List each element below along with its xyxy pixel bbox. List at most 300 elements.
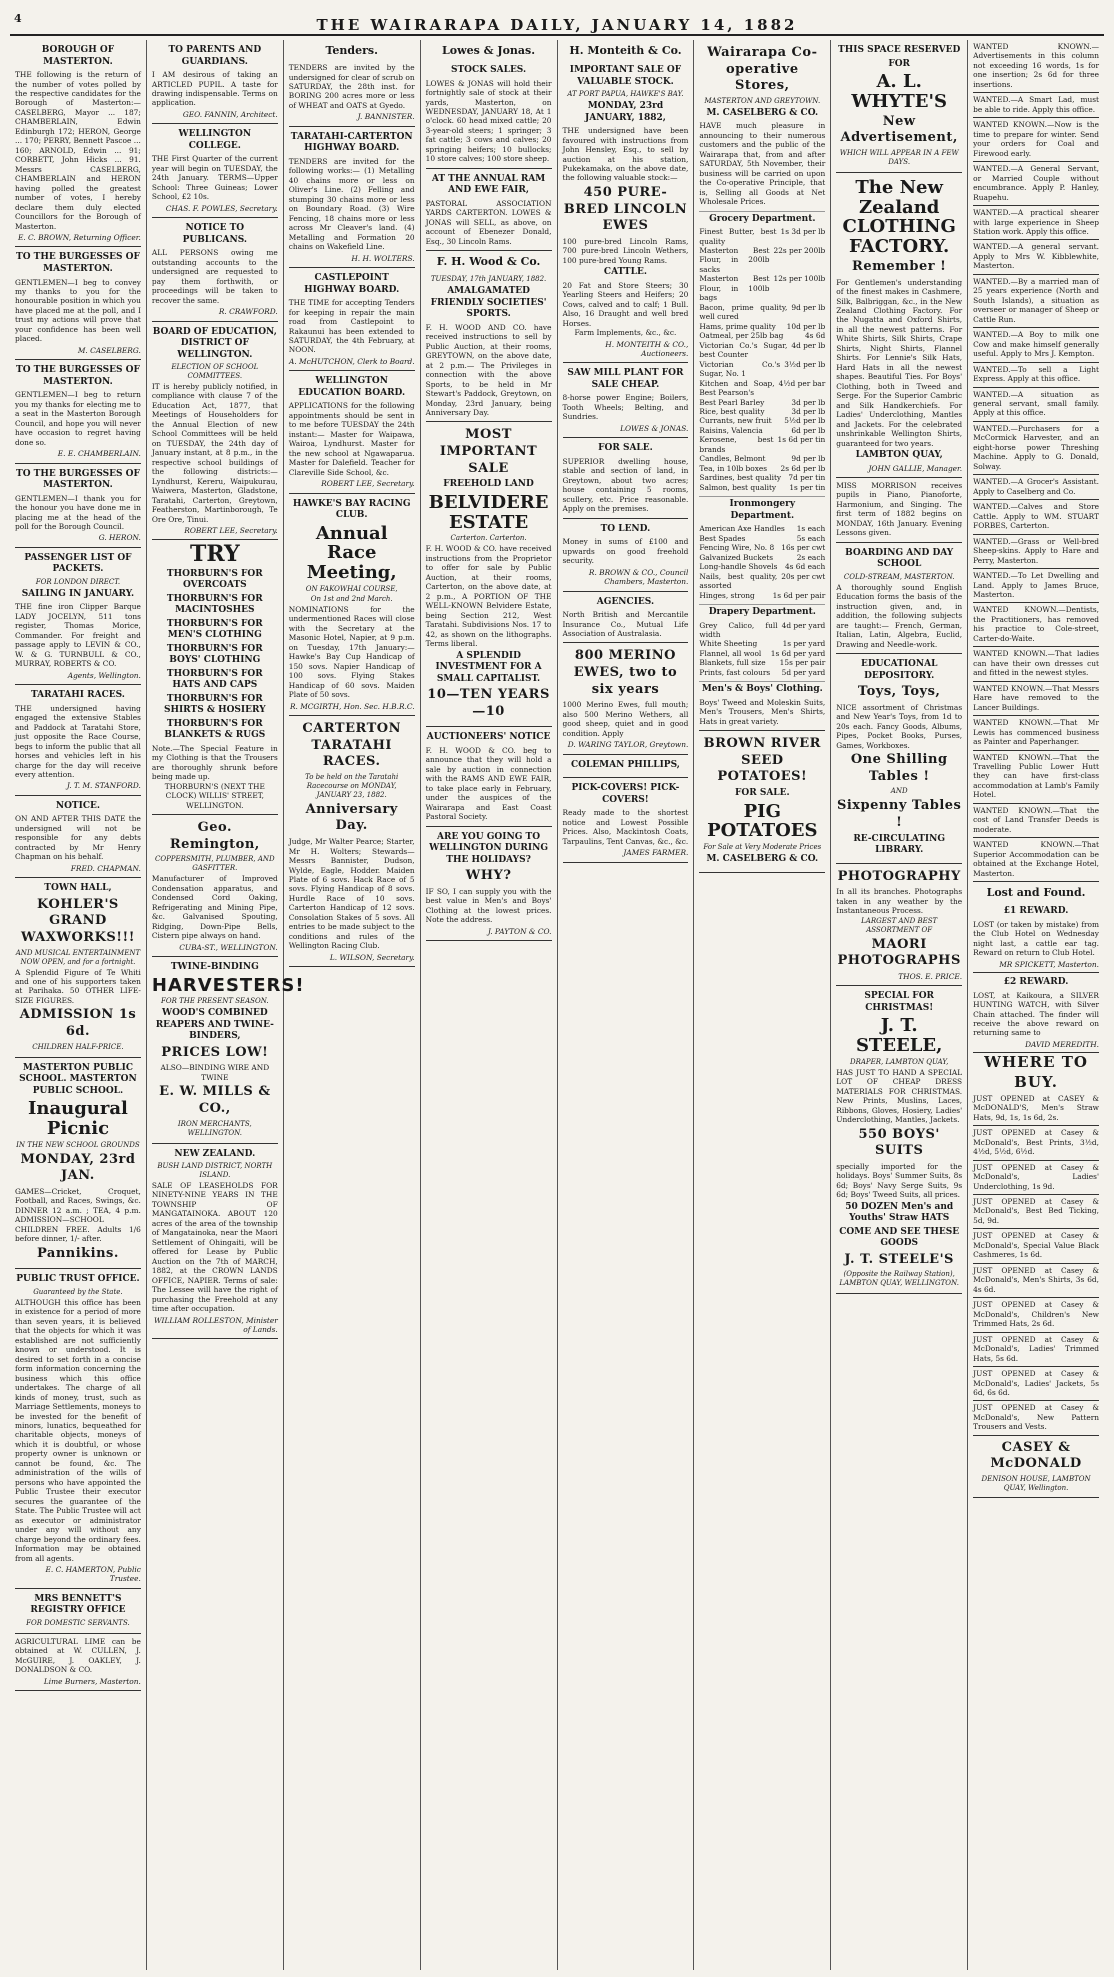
wanted-ad: WANTED.—To Let Dwelling and Land. Apply to James Bruce, Masterton.	[973, 569, 1099, 603]
just-opened-list	[973, 1092, 1099, 1436]
price-item-name: Best Pearl Barley	[699, 397, 765, 407]
ad-signature: MR SPICKETT, Masterton.	[999, 959, 1099, 969]
thorburn-line: THORBURN'S FOR SHIRTS & HOSIERY	[163, 693, 266, 716]
ad-educational-depository	[836, 654, 962, 863]
price-item-name: American Axe Handles	[699, 524, 785, 534]
price-item-value: 15s per pair	[779, 658, 826, 668]
ad-signature: JAMES FARMER.	[623, 848, 689, 858]
ad-heading: WELLINGTON COLLEGE.	[178, 129, 252, 151]
grocery-row	[699, 322, 825, 331]
ad-body: Ready made to the shortest notice and Lowest Possible Prices. Also, Mackintosh Coats, Tarpaulins, Tent Canvas, &c., &c.	[562, 808, 689, 846]
just-opened-ad: JUST OPENED at Casey & McDonald's, Ladies' Underclothing, 1s 9d.	[973, 1161, 1099, 1195]
price-item-name: Rice, best quality	[699, 406, 765, 416]
price-item-value: 4½d per bar	[778, 378, 826, 388]
ad-body: Judge, Mr Walter Pearce; Starter, Mr H. Wolters; Stewards—Messrs Bannister, Dudson, Wylde, Eagle, Hodder. Maiden Plate of 6 sovs. Hack Race of 5 sovs. Flying Handicap of 8 sovs. Hurdle Race of 10 sovs. Carterton Handicap of 12 sovs. Consolation Stakes of 5 sovs. All entries to be made subject to the conditions and rules of the Wellington Racing Club.	[288, 837, 415, 951]
ad-heading-large: CARTERTON TARATAHI RACES.	[302, 721, 401, 770]
ad-heading: IMPORTANT SALE OF VALUABLE STOCK.	[569, 65, 682, 87]
ad-signature: G. HERON.	[98, 533, 141, 543]
ad-heading: TWINE-BINDING	[170, 961, 259, 972]
ad-publicans	[152, 218, 278, 321]
ad-heading: TO THE BURGESSES OF MASTERTON.	[16, 468, 140, 491]
drapery-row	[699, 649, 825, 658]
price-item-name: White Sheeting	[699, 639, 758, 649]
price-item-value: 1s 6d per tin	[777, 435, 826, 445]
price-item-value: 4d per lb	[791, 340, 826, 350]
ad-body: ON AND AFTER THIS DATE the undersigned will not be responsible for any debts contracted by Mr Henry Chapman on his behalf.	[15, 814, 141, 862]
ad-signature: J. BANNISTER.	[357, 112, 415, 122]
ad-heading-large: Pannikins.	[36, 1245, 119, 1261]
ad-signature: J. T. M. STANFORD.	[66, 781, 141, 791]
ad-heading-huge: PIG POTATOES	[707, 800, 818, 842]
ad-signature: JOHN GALLIE, Manager.	[868, 463, 963, 473]
ironmongery-row	[699, 524, 825, 533]
ad-signature: J. PAYTON & CO.	[487, 926, 552, 936]
column-2	[147, 40, 305, 1970]
ad-signature: THORBURN'S (NEXT THE CLOCK) WILLIS' STREET, WELLINGTON.	[164, 781, 265, 810]
ad-waxworks	[15, 878, 141, 1057]
ad-coleman-phillips	[563, 755, 689, 779]
grocery-price-list	[699, 227, 825, 492]
section-title: Lost and Found.	[986, 886, 1086, 900]
ironmongery-dept-heading: Ironmongery Department.	[699, 496, 825, 522]
ad-body: 8-horse power Engine; Boilers, Tooth Wheels; Belting, and Sundries.	[562, 393, 689, 422]
price-item-name: Candles, Belmont	[699, 454, 766, 464]
thorburn-line: THORBURN'S FOR BOYS' CLOTHING	[166, 643, 263, 666]
price-item-value: 9d per lb	[791, 302, 826, 312]
ad-heading-large: E. W. MILLS & CO.,	[159, 1084, 271, 1116]
ad-heading-huge: BELVIDERE ESTATE	[428, 491, 549, 533]
ad-signature: H. H. WOLTERS.	[351, 253, 415, 263]
ad-heading: MRS BENNETT'S REGISTRY OFFICE	[30, 1593, 126, 1616]
ad-signature: Lime Burners, Masterton.	[43, 1676, 141, 1686]
ad-heading-large: Anniversary Day.	[305, 801, 398, 834]
ad-boarding-school	[836, 543, 962, 654]
ad-auctioneers-notice	[426, 727, 552, 826]
ad-body: HAS JUST TO HAND A SPECIAL LOT OF CHEAP DRESS MATERIALS FOR CHRISTMAS. New Prints, Muslins, Laces, Ribbons, Gloves, Hosiery, Ladies' Underclothing, Mantles, Jackets.	[836, 1067, 963, 1125]
just-opened-ad: JUST OPENED at Casey & McDonald's, Special Value Black Cashmeres, 1s 6d.	[973, 1229, 1099, 1263]
ironmongery-price-list	[699, 524, 825, 600]
grocery-row	[699, 407, 825, 416]
ad-subheading: LARGEST AND BEST ASSORTMENT OF	[861, 916, 938, 934]
ad-subheading: ON FAKOWHAI COURSE,	[305, 585, 398, 594]
ad-body: GENTLEMEN—I beg to convey my thanks to you for the honourable position in which you have placed me at the poll, and I trust my actions will prove that your confidence has been well placed.	[15, 277, 141, 344]
ad-body: GENTLEMEN—I thank you for the honour you have done me in placing me at the head of the poll for the Borough Council.	[15, 493, 141, 531]
ad-body: specially imported for the holidays. Boys' Summer Suits, 8s 6d; Boys' Navy Serge Suits, 9s 6d; Boys' Tweed Suits, all prices.	[836, 1161, 963, 1200]
ad-heading-large: 450 PURE-BRED LINCOLN EWES	[563, 184, 688, 234]
ad-photography	[836, 864, 962, 987]
thorburn-line: THORBURN'S FOR MACINTOSHES	[166, 593, 263, 616]
wanted-ad: WANTED KNOWN.—Dentists, the Practitioners, has removed his practice to Cole-street, Carter-do-Waite.	[973, 603, 1099, 647]
ad-notice-chapman	[15, 796, 141, 878]
price-item-name: Masterton Best Flour, in 100lb bags	[699, 274, 770, 303]
just-opened-ad: JUST OPENED at Casey & McDonald's, Ladies' Trimmed Hats, 5s 6d.	[973, 1333, 1099, 1367]
ad-heading: ARE YOU GOING TO WELLINGTON DURING THE HOLIDAYS?	[429, 831, 549, 865]
price-item-name: Nails, best quality, assorted	[699, 571, 778, 591]
ad-school-committees	[152, 322, 278, 541]
grocery-row	[699, 473, 825, 482]
ad-heading-large: Wairarapa Co-operative Stores,	[707, 45, 818, 94]
ad-signature: M. CASELBERG.	[77, 345, 141, 355]
wanted-ad: WANTED.—A Smart Lad, must be able to ride. Apply this office.	[973, 93, 1099, 118]
ad-body: ALL PERSONS owing me outstanding accounts to the undersigned are requested to pay them forthwith, or proceedings will be taken to recover the same.	[151, 248, 278, 305]
price-item-value: 2s each	[796, 552, 826, 562]
ad-body: Money in sums of £100 and upwards on good freehold security.	[562, 537, 689, 566]
wanted-ad: WANTED.—A General Servant, or Married Couple without encumbrance. Apply P. Hanley, Ruapehu.	[973, 162, 1099, 206]
wanted-ad: WANTED KNOWN.—That Superior Accommodation can be obtained at the Exchange Hotel, Masterton.	[973, 838, 1099, 882]
grocery-row	[699, 246, 825, 274]
ad-subheading: For Sale at Very Moderate Prices	[703, 843, 822, 852]
price-item-value: 5d per yard	[781, 667, 826, 677]
price-item-value: 5s each	[796, 533, 826, 543]
ad-body: 100 pure-bred Lincoln Rams, 700 pure-bred Lincoln Wethers, 100 pure-bred Young Rams.	[562, 236, 689, 265]
price-item-value: 3d per lb	[791, 397, 826, 407]
just-opened-ad: JUST OPENED at Casey & McDonald's, New Pattern Trousers and Vests.	[973, 1401, 1099, 1435]
section-title: Tenders.	[325, 44, 378, 57]
ad-subheading: (Opposite the Railway Station), LAMBTON QUAY, WELLINGTON.	[839, 1270, 959, 1288]
ad-heading: BOARD OF EDUCATION, DISTRICT OF WELLINGTON.	[152, 326, 277, 360]
ad-signature: WILLIAM ROLLESTON, Minister of Lands.	[153, 1315, 278, 1334]
ad-body: AGRICULTURAL LIME can be obtained at W. CULLEN, J. McGUIRE, J. OAKLEY, J. DONALDSON & CO.	[15, 1636, 141, 1675]
ad-signature: Agents, Wellington.	[67, 670, 141, 680]
ad-going-to-wellington	[426, 827, 552, 942]
grocery-row	[699, 416, 825, 425]
price-item-name: Tea, in 10lb boxes	[699, 463, 768, 473]
price-item-value: 1s each	[796, 524, 826, 534]
ad-body: TENDERS are invited for the following works:— (1) Metalling 40 chains more or less on Oliver's Line. (2) Felling and stumping 30 chains more or less on Boundary Road. (3) Wire Fencing, 18 chains more or less across Mr Cleaver's land. (4) Metalling and Formation 20 chains on Wakefield Line.	[288, 156, 415, 252]
ad-heading: CASTLEPOINT HIGHWAY BOARD.	[304, 273, 400, 295]
ad-subheading: FOR LONDON DIRECT.	[35, 577, 121, 586]
ad-body: I AM desirous of taking an ARTICLED PUPIL. A taste for drawing indispensable. Terms on application.	[151, 70, 278, 108]
grocery-row	[699, 426, 825, 435]
ad-heading-large: KOHLER'S GRAND WAXWORKS!!!	[20, 896, 135, 946]
just-opened-ad: JUST OPENED at CASEY & McDONALD'S, Men's Straw Hats, 9d, 1s, 1s 6d, 2s.	[973, 1092, 1099, 1126]
column-1	[10, 40, 147, 1970]
price-item-name: Hams, prime quality	[699, 321, 776, 331]
ad-body: HAVE much pleasure in announcing to their numerous customers and the public of the Wairarapa that, from and after SATURDAY, 5th November, their business will be carried on upon the Co-operative Principle, that is, Selling all Goods at Net Wholesale Prices.	[699, 121, 826, 207]
wanted-ad: WANTED KNOWN.—Now is the time to prepare for winter. Send your orders for Coal and Firewood early.	[973, 118, 1099, 162]
price-item-name: Grey Calico, full width	[699, 620, 778, 639]
ad-subheading: MASTERTON AND GREYTOWN.	[704, 96, 821, 105]
ad-heading: AUCTIONEERS' NOTICE	[426, 732, 551, 743]
masthead-title: THE WAIRARAPA DAILY, JANUARY 14, 1882	[316, 16, 798, 34]
ad-body: THE following is the return of the number of votes polled by the respective candidates for the Borough of Masterton:— CASELBERG, Mayor ... 187; CHAMBERLAIN, Edwin Edinburgh 172; HERON, George ... 170; PERRY, Bennett Pascoe ... 160; ARNOLD, Edwin ... 91; CORBETT, John Hicks ... 91. Messrs CASELBERG, CHAMBERLAIN and HERON having polled the greatest number of votes, I hereby declare them duly elected Councillors for the Borough of Masterton.	[15, 70, 141, 231]
ad-body: Farm Implements, &c., &c.	[574, 328, 677, 338]
ad-heading: MASTERTON PUBLIC SCHOOL. MASTERTON PUBLIC SCHOOL.	[19, 1062, 137, 1096]
thorburn-line: THORBURN'S FOR HATS AND CAPS	[166, 668, 263, 691]
ad-body: THE First Quarter of the current year will begin on TUESDAY, the 24th January. TERMS—Upper School: Three Guineas; Lower School, £2 10s.	[151, 154, 278, 202]
ad-steele	[836, 986, 962, 1294]
ad-friendly-societies	[426, 271, 552, 422]
grocery-row	[699, 379, 825, 398]
ad-subheading: FOR THE PRESENT SEASON.	[161, 997, 269, 1006]
ad-registry-office	[15, 1589, 141, 1634]
ad-cooperative-stores	[699, 40, 825, 731]
ad-heading: £1 REWARD.	[1003, 906, 1069, 917]
ad-body: Manufacturer of Improved Condensation apparatus, and Condensed Cord Oaking, Refrigerating and Mining Pipe, &c. Galvanised Spouting, Ridging, Down-Pipe Bells, Cistern pipe always on hand.	[151, 874, 278, 941]
ad-heading-large: WHY?	[465, 868, 512, 884]
just-opened-ad: JUST OPENED at Casey & McDonald's, Men's Shirts, 3s 6d, 4s 6d.	[973, 1264, 1099, 1298]
grocery-row	[699, 398, 825, 407]
ad-heading: LAMBTON QUAY,	[855, 450, 943, 461]
price-item-value: 1s 6d per pair	[772, 590, 826, 600]
wanted-ad: WANTED.—A situation as general servant, small family. Apply at this office.	[973, 388, 1099, 422]
column-8	[968, 40, 1104, 1970]
grocery-row	[699, 227, 825, 246]
section-title: Lowes & Jonas.	[442, 44, 536, 57]
ad-taratahi-races	[15, 685, 141, 796]
ad-pick-covers	[563, 778, 689, 862]
grocery-row	[699, 331, 825, 340]
ad-body: LOST, at Kaikoura, a SILVER HUNTING WATCH, with Silver Chain attached. The finder will receive the above reward on returning same to	[973, 990, 1099, 1038]
grocery-row	[699, 303, 825, 322]
ad-subheading: IN THE NEW SCHOOL GROUNDS	[16, 1140, 140, 1149]
ad-heading: PICK-COVERS! PICK-COVERS!	[571, 783, 680, 805]
ad-body: NOMINATIONS for the undermentioned Races will close with the Secretary at the Masonic Hotel, Napier, at 9 p.m. on Tuesday, 17th January:— Hawke's Bay Cup Handicap of 150 sovs. Napier Handicap of 100 sovs. Flying Stakes Handicap of 60 sovs. Maiden Plate of 50 sovs.	[288, 604, 415, 700]
ad-heading: TARATAHI-CARTERTON HIGHWAY BOARD.	[290, 131, 413, 154]
thorburn-line: THORBURN'S FOR MEN'S CLOTHING	[166, 618, 263, 641]
drapery-dept-heading: Drapery Department.	[699, 604, 825, 619]
ad-heading: FREEHOLD LAND	[443, 479, 534, 490]
ad-body: ALTHOUGH this office has been in existence for a period of more than seven years, it is believed that the objects for which it was established are not sufficiently known or understood. It is desired to set forth in a concise form information concerning the business which this office undertakes. The charge of all kinds of money, trust, such as Marriage Settlements, moneys to be invested for the benefit of minors, lunatics, bequeathed for charitable objects, moneys of which it is doubtful, or whose property owner is unknown or cannot be found, &c. The administration of the wills of persons who have appointed the Public Trustee their executor secures the guarantee of the State. The Public Trustee will act as executor or administrator under any will without any charge beyond the ordinary fees. Information may be obtained from all agents.	[15, 1297, 141, 1563]
thorburn-line: THORBURN'S FOR OVERCOATS	[166, 568, 263, 591]
ad-body: F. H. WOOD AND CO. have received instructions to sell by Public Auction, at their rooms, GREYTOWN, on the above date, at 2 p.m.— The Privileges in connection with the above Sports, to be held in Mr Stewart's Paddock, Greytown, on Monday, 23rd January, being Anniversary Day.	[425, 322, 552, 417]
ad-burgesses-2	[15, 360, 141, 463]
where-to-buy-heading: WHERE TO BUY.	[984, 1053, 1088, 1091]
ad-body: In all its branches. Photographs taken in any weather by the Instantaneous Process.	[836, 887, 963, 916]
ad-education-board	[289, 371, 415, 493]
ad-body: SUPERIOR dwelling house, stable and section of land, in Greytown, about two acres; house containing 5 rooms, scullery, etc. Price reasonable. Apply on the premises.	[562, 456, 689, 514]
price-item-value: 12s per 100lb	[773, 274, 826, 284]
ad-date: MONDAY, 23rd JAN.	[20, 1151, 136, 1184]
price-item-name: Galvanized Buckets	[699, 552, 774, 562]
ad-subheading: ELECTION OF SCHOOL COMMITTEES.	[171, 363, 259, 381]
column-7	[831, 40, 968, 1970]
ad-heading: RE-CIRCULATING LIBRARY.	[853, 833, 946, 856]
ad-body: LOWES & JONAS will hold their fortnightly sale of stock at their yards, Masterton, on WEDNESDAY, JANUARY 18, At 1 o'clock. 60 head mixed cattle; 20 3-year-old steers; 1 springer; 3 fat cattle; 3 cows and calves; 20 springing heifers; 10 bullocks; 10 store calves; 100 store sheep.	[425, 78, 552, 164]
ad-signature: ROBERT LEE, Secretary.	[184, 526, 278, 536]
ad-heading-large: Remember !	[852, 258, 947, 274]
price-item-value: 4d per yard	[781, 620, 826, 630]
ad-heading: WOOD'S COMBINED REAPERS AND TWINE-BINDERS,	[155, 1008, 274, 1042]
ad-borough-election	[15, 40, 141, 247]
ad-heading: SAW MILL PLANT FOR SALE CHEAP.	[567, 368, 684, 390]
ad-body: GENTLEMEN—I beg to return you my thanks for electing me to a seat in the Masterton Borough Council, and hope you will never have occasion to regret having done so.	[15, 390, 141, 447]
ad-body: Note.—The Special Feature in my Clothing is that the Trousers are thoroughly shrunk before being made up.	[151, 743, 278, 782]
ad-money-to-lend	[563, 519, 689, 592]
mens-clothing-heading: Men's & Boys' Clothing.	[699, 681, 825, 696]
ad-subheading: COLD-STREAM, MASTERTON.	[843, 572, 955, 581]
price-item-name: Finest Butter, best quality	[699, 227, 777, 246]
ad-signature: FRED. CHAPMAN.	[70, 863, 141, 873]
ad-subheading: CHILDREN HALF-PRICE.	[32, 1042, 124, 1051]
ad-belvidere-estate	[426, 422, 552, 727]
thorburn-list	[152, 569, 278, 742]
ad-lime	[15, 1634, 141, 1691]
ad-signature: E. C. HAMERTON, Public Trustee.	[45, 1565, 141, 1584]
just-opened-ad: JUST OPENED at Casey & McDonald's, Children's New Trimmed Hats, 2s 6d.	[973, 1298, 1099, 1332]
ad-body: For Gentlemen's understanding of the finest makes in Cashmere, Silk, Balbriggan, &c., in the New Zealand Clothing Factory. For the Nugatta and Oxford Shirts, in all the newest patterns. For White Shirts, Silk Shirts, Crape Shirts, Night Shirts, Flannel Shirts. For Lennie's Silk Hats, Hard Hats in all the newest shapes. Beautiful Ties. For Boys' Clothing, both in Tweed and Serge. For the Superior Cambric and Silk Handkerchiefs. For Ladies' Underclothing, Mantles and Jackets. For the celebrated unshrinkable Wellington Shirts, guaranteed for two years.	[836, 277, 963, 448]
column-4	[421, 40, 558, 1970]
ad-burgesses-3	[15, 464, 141, 548]
ad-heading: SPECIAL FOR CHRISTMAS!	[864, 991, 935, 1013]
ad-subheading: COPPERSMITH, PLUMBER, AND GASFITTER.	[154, 855, 275, 873]
price-item-name: Kerosene, best brands	[699, 435, 774, 454]
ad-tender-1	[289, 60, 415, 127]
section-title: F. H. Wood & Co.	[436, 255, 541, 269]
price-item-value: 1s per yard	[782, 639, 826, 649]
price-item-name: Fencing Wire, No. 8	[699, 543, 775, 553]
ad-heading: 50 DOZEN Men's and Youths' Straw HATS	[845, 1201, 954, 1224]
price-item-value: 2s 6d per lb	[780, 463, 826, 473]
price-item-value: 1s 3d per lb	[780, 227, 826, 237]
ad-heading-huge: J. T. STEELE,	[855, 1015, 943, 1057]
ad-public-trust	[15, 1269, 141, 1589]
ad-heading-large: 10—TEN YEARS—10	[427, 687, 550, 719]
ad-signature: R. MCGIRTH, Hon. Sec. H.B.R.C.	[289, 701, 415, 711]
ironmongery-row	[699, 534, 825, 543]
thorburn-line: THORBURN'S FOR BLANKETS & RUGS	[164, 718, 266, 741]
ad-subheading: AT PORT PAPUA, HAWKE'S BAY.	[567, 90, 684, 99]
ad-merino-ewes	[563, 643, 689, 754]
ad-remington	[152, 815, 278, 957]
grocery-dept-heading: Grocery Department.	[699, 211, 825, 226]
grocery-row	[699, 341, 825, 360]
just-opened-ad: JUST OPENED at Casey & McDonald's, Ladies' Jackets, 5s 6d, 6s 6d.	[973, 1367, 1099, 1401]
wanted-ad: WANTED.—By a married man of 25 years experience (North and South Islands), a situation as overseer or manager of Sheep or Cattle Run.	[973, 275, 1099, 328]
ad-body: IT is hereby publicly notified, in compliance with clause 7 of the Education Act, 1877, that Meetings of Householders for the Annual Election of new School Committees will be held on TUESDAY, the 24th day of January instant, at 8 p.m., in the respective school buildings of the following districts:— Lyndhurst, Kereru, Waipukurau, Waiwera, Masterton, Gladstone, Taratahi, Carterton, Greytown, Featherston, Martinborough, Te Ore Ore, Tinui.	[151, 381, 278, 524]
price-item-value: 20s per cwt	[781, 571, 826, 581]
price-item-name: Best Spades	[699, 533, 746, 543]
ironmongery-row	[699, 591, 825, 600]
price-item-name: Masterton Best Flour, in 200lb sacks	[699, 246, 770, 274]
price-item-name: Kitchen and Soap, Best Pearson's	[699, 378, 775, 398]
ad-signature: M. CASELBERG & CO.	[706, 854, 819, 865]
ad-body: NICE assortment of Christmas and New Year's Toys, from 1d to 20s each. Fancy Goods, Albums, Pipes, Pocket Books, Purses, Games, Workboxes.	[836, 702, 963, 750]
ad-body: THE undersigned having engaged the extensive Stables and Paddock at Taratahi Store, just opposite the Race Course, begs to inform the public that all horses and vehicles left in his charge for the day will receive every attention.	[15, 703, 141, 779]
ad-heading: EDUCATIONAL DEPOSITORY.	[860, 659, 938, 681]
ad-reward-1	[973, 902, 1099, 973]
ad-body: GAMES—Cricket, Croquet, Football, and Races, Swings, &c. DINNER 12 a.m. ; TEA, 4 p.m. ADMISSION—SCHOOL CHILDREN FREE. Adults 1/6 before dinner, 1/- after.	[15, 1186, 141, 1244]
ad-signature: GEO. FANNIN, Architect.	[182, 109, 278, 119]
ad-reward-2	[973, 973, 1099, 1053]
ad-heading-large: J. T. STEELE'S	[844, 1251, 954, 1267]
drapery-row	[699, 639, 825, 648]
admission-price: ADMISSION 1s 6d.	[19, 1007, 137, 1040]
wanted-ad: WANTED KNOWN.—That the cost of Land Transfer Deeds is moderate.	[973, 804, 1099, 838]
ad-heading-large: 800 MERINO EWES, two to six years	[573, 648, 678, 697]
ad-carterton-races	[289, 716, 415, 967]
ad-heading: COLEMAN PHILLIPS,	[570, 759, 680, 770]
ad-house-for-sale	[563, 438, 689, 518]
wanted-ad: WANTED KNOWN.—That Messrs Hare have removed to the Lancer Buildings.	[973, 682, 1099, 716]
drapery-row	[699, 621, 825, 640]
ad-body: A thoroughly sound English Education forms the basis of the instruction given, and, in addition, the following subjects are taught:— French, German, Italian, Latin, Algebra, Euclid, Drawing and Needle-work.	[836, 582, 963, 649]
just-opened-ad: JUST OPENED at Casey & McDonald's, Best Prints, 3½d, 4½d, 5½d, 6½d.	[973, 1126, 1099, 1160]
ironmongery-row	[699, 572, 825, 591]
ad-heading: NOTICE TO PUBLICANS.	[182, 223, 248, 245]
ad-subheading: AND	[890, 787, 908, 796]
ad-body: TENDERS are invited by the undersigned for clear of scrub on SATURDAY, the 28th inst. for BORING 200 acres more or less of WHEAT and OATS at Gyedo.	[288, 63, 415, 110]
ad-heading-large: Sixpenny Tables !	[836, 798, 962, 830]
ad-heading: M. CASELBERG & CO.	[706, 107, 819, 118]
ad-heading-large: MAORI PHOTOGRAPHS	[837, 936, 961, 969]
ad-heading: FOR SALE.	[734, 788, 790, 799]
column-5	[558, 40, 695, 1970]
ad-subheading: To be held on the Taratahi Racecourse on MONDAY, JANUARY 23, 1882.	[305, 773, 399, 799]
column-3	[284, 40, 421, 1970]
ad-wellington-college	[152, 124, 278, 218]
ad-heading: TARATAHI RACES.	[30, 690, 125, 701]
ad-heading: AT THE ANNUAL RAM AND EWE FAIR,	[431, 173, 546, 196]
ad-heading: NEW ZEALAND.	[174, 1148, 256, 1159]
ad-thorburn	[152, 540, 278, 815]
ad-subheading: DRAPER, LAMBTON QUAY,	[849, 1057, 949, 1066]
grocery-row	[699, 274, 825, 302]
price-item-value: 4s 6d each	[784, 562, 826, 572]
ad-heading: TO PARENTS AND GUARDIANS.	[168, 45, 262, 67]
ad-seed-potatoes	[699, 731, 825, 872]
ad-body: THE TIME for accepting Tenders for keeping in repair the main road from Castlepoint to Rakaunui has been extended to SATURDAY, the 4th February, at NOON.	[288, 298, 415, 355]
price-item-name: Victorian Co.'s Sugar, best Counter	[699, 340, 788, 360]
ad-subheading: IRON MERCHANTS, WELLINGTON.	[177, 1119, 252, 1137]
ad-body: IF SO, I can supply you with the best value in Men's and Boys' Clothing at the lowest prices. Note the address.	[425, 886, 552, 925]
ad-heading: NOTICE.	[55, 800, 100, 811]
price-item-name: Blankets, full size	[699, 658, 766, 668]
ad-signature: D. WARING TAYLOR, Greytown.	[567, 740, 689, 750]
ad-subheading: DENISON HOUSE, LAMBTON QUAY, Wellington.	[981, 1475, 1091, 1493]
ad-subheading: AND MUSICAL ENTERTAINMENT NOW OPEN, and for a fortnight.	[15, 948, 141, 966]
ad-signature: E. E. CHAMBERLAIN.	[57, 449, 141, 459]
wanted-ad: WANTED KNOWN.—That Mr Lewis has commenced business as Painter and Paperhanger.	[973, 716, 1099, 750]
ad-school-picnic	[15, 1058, 141, 1270]
ad-heading: A SPLENDID INVESTMENT FOR A SMALL CAPITALIST.	[435, 650, 542, 684]
columns	[10, 40, 1104, 1970]
ad-date: MONDAY, 23rd JANUARY, 1882,	[584, 101, 666, 123]
ad-signature: CHAS. F. POWLES, Secretary.	[165, 203, 278, 213]
price-item-name: Salmon, best quality	[699, 482, 777, 492]
ad-heading: AGENCIES.	[596, 596, 655, 607]
price-item-value: 22s per 200lb	[773, 246, 826, 256]
price-item-value: 3½d per lb	[784, 359, 826, 369]
wanted-ad: WANTED.—A general servant. Apply to Mrs W. Kibblewhite, Masterton.	[973, 240, 1099, 274]
ad-heading: PUBLIC TRUST OFFICE.	[16, 1274, 140, 1285]
price-item-name: Flannel, all wool	[699, 648, 762, 658]
ad-heading: TO THE BURGESSES OF MASTERTON.	[16, 365, 140, 387]
ad-subheading: WHICH WILL APPEAR IN A FEW DAYS.	[839, 148, 959, 166]
ad-body: LOST (or taken by mistake) from the Club Hotel on Wednesday night last, a cattle ear tag. Reward on return to Club Hotel.	[973, 919, 1099, 958]
price-item-value: 7d per tin	[788, 473, 826, 483]
ad-subheading: Guaranteed by the State.	[33, 1287, 123, 1296]
ad-signature: R. CRAWFORD.	[218, 307, 278, 317]
ad-body: 20 Fat and Store Steers; 30 Yearling Steers and Heifers; 20 Cows, calved and to calf; 1 Bull. Also, 16 Draught and well bred Horses.	[562, 280, 689, 328]
price-item-name: Oatmeal, per 25lb bag	[699, 331, 784, 341]
ironmongery-row	[699, 553, 825, 562]
wanted-ad: WANTED.—A Boy to milk one Cow and make himself generally useful. Apply to Mrs J. Kempton.	[973, 328, 1099, 362]
ad-body: F. H. WOOD & CO. have received instructions from the Proprietor to offer for sale by Public Auction, at their rooms, Carterton, on the above date, at 2 p.m., A PORTION OF THE WELL-KNOWN Belvidere Estate, being Section 212, West Taratahi. Subdivisions Nos. 17 to 42, as shown on the lithographs. Terms liberal.	[425, 544, 552, 649]
ad-signature: H. MONTEITH & CO., Auctioneers.	[605, 339, 689, 358]
ad-body: APPLICATIONS for the following appointments should be sent in to me before TUESDAY the 24th instant:— Master for Waipawa, Wairoa, Lyndhurst. Master for the new school at Ngawaparua. Master for Dalefield. Teacher for Clareville Side School, &c.	[288, 401, 415, 477]
ad-burgesses-1	[15, 247, 141, 360]
price-item-value: 16s per cwt	[781, 543, 826, 553]
wanted-ad: WANTED.—A Grocer's Assistant. Apply to Caselberg and Co.	[973, 475, 1099, 500]
ad-signature: ROBERT LEE, Secretary.	[321, 479, 415, 489]
ad-heading: HAWKE'S BAY RACING CLUB.	[292, 498, 411, 521]
drapery-row	[699, 658, 825, 667]
ad-heading-large: New Advertisement,	[840, 113, 958, 146]
ad-heading: £2 REWARD.	[1003, 977, 1069, 988]
ad-casey-mcdonald	[973, 1436, 1099, 1498]
grocery-row	[699, 435, 825, 454]
